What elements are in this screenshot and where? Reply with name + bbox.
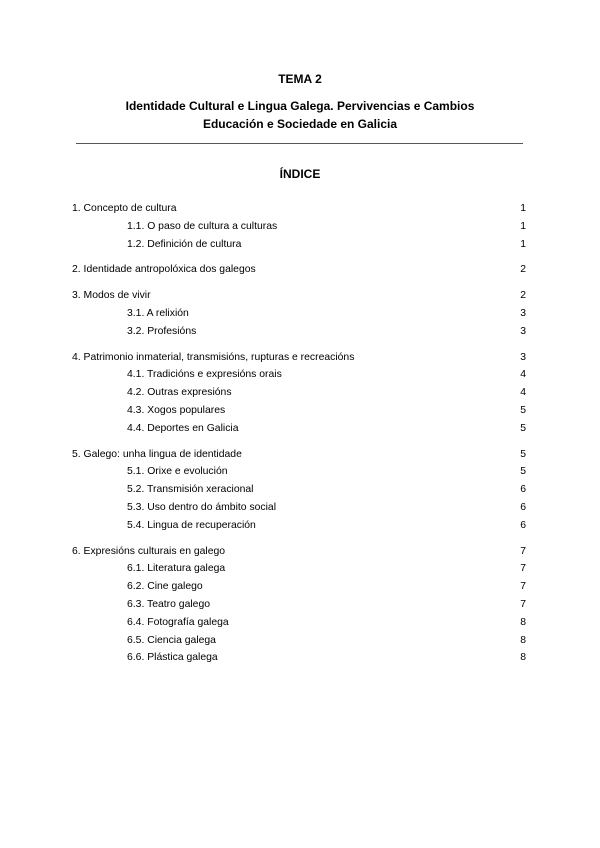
toc-page-number: 5	[520, 422, 526, 434]
toc-subsection-entry[interactable]	[72, 463, 526, 481]
toc-entry-label: 6.1. Literatura galega	[127, 563, 226, 575]
toc-page-number: 5	[520, 466, 526, 478]
toc-page-number: 7	[520, 581, 526, 593]
toc-page-number: 6	[520, 519, 526, 531]
toc-entry-label: 6.2. Cine galego	[127, 581, 203, 593]
toc-section-entry[interactable]	[72, 446, 526, 464]
toc-subsection-entry[interactable]	[72, 402, 526, 420]
toc-entry-label: 3.2. Profesións	[127, 325, 197, 337]
toc-entry-label: 5.1. Orixe e evolución	[127, 466, 228, 478]
toc-entry-label: 1.1. O paso de cultura a culturas	[127, 220, 278, 232]
toc-page-number: 3	[520, 325, 526, 337]
toc-entry-label: 1. Concepto de cultura	[72, 203, 177, 214]
document-title-line-2: Educación e Sociedade en Galicia	[202, 117, 398, 131]
toc-subsection-entry[interactable]	[72, 218, 526, 236]
toc-entry-label: 6.4. Fotografía galega	[127, 616, 229, 628]
toc-entry-label: 4.2. Outras expresións	[127, 387, 232, 399]
toc-subsection-entry[interactable]	[72, 649, 526, 667]
toc-page-number: 7	[520, 563, 526, 575]
toc-entry-label: 4.4. Deportes en Galicia	[127, 422, 239, 434]
toc-page-number: 1	[520, 220, 526, 232]
toc-subsection-entry[interactable]	[72, 481, 526, 499]
toc-page-number: 3	[520, 307, 526, 319]
document-title-line-1: Identidade Cultural e Lingua Galega. Pervivencias e Cambios	[125, 99, 475, 113]
toc-page-number: 2	[520, 290, 526, 302]
toc-subsection-entry[interactable]	[72, 420, 526, 438]
table-of-contents	[72, 200, 526, 667]
title-divider	[76, 143, 523, 144]
toc-subsection-entry[interactable]	[72, 305, 526, 323]
toc-entry-label: 4.1. Tradicións e expresións orais	[127, 369, 282, 381]
toc-entry-label: 2. Identidade antropolóxica dos galegos	[72, 264, 256, 276]
toc-subsection-entry[interactable]	[72, 632, 526, 650]
toc-entry-label: 5.3. Uso dentro do ámbito social	[127, 501, 277, 513]
toc-section-entry[interactable]	[72, 349, 526, 367]
toc-page-number: 8	[520, 616, 526, 628]
toc-page-number: 8	[520, 634, 526, 646]
toc-entry-label: 4. Patrimonio inmaterial, transmisións, rupturas e recreacións	[72, 351, 355, 363]
toc-entry-label: 6.5. Ciencia galega	[127, 634, 216, 646]
toc-page-number: 5	[520, 448, 526, 460]
toc-page-number: 7	[520, 598, 526, 610]
toc-entry-label: 5.4. Lingua de recuperación	[127, 519, 256, 531]
index-heading: ÍNDICE	[279, 167, 321, 181]
toc-subsection-entry[interactable]	[72, 517, 526, 535]
toc-entry-label: 3. Modos de vivir	[72, 290, 151, 302]
toc-entry-label: 6.3. Teatro galego	[127, 598, 210, 610]
toc-page-number: 1	[520, 238, 526, 250]
toc-subsection-entry[interactable]	[72, 614, 526, 632]
toc-subsection-entry[interactable]	[72, 323, 526, 341]
tema-heading: TEMA 2	[278, 72, 322, 86]
toc-page-number: 7	[520, 545, 526, 557]
toc-section-entry[interactable]	[72, 261, 526, 279]
toc-page-number: 8	[520, 652, 526, 664]
toc-page-number: 2	[520, 264, 526, 276]
toc-entry-label: 6. Expresións culturais en galego	[72, 545, 226, 557]
toc-subsection-entry[interactable]	[72, 596, 526, 614]
toc-page-number: 1	[520, 203, 526, 214]
toc-entry-label: 5. Galego: unha lingua de identidade	[72, 448, 242, 460]
toc-subsection-entry[interactable]	[72, 236, 526, 254]
toc-page-number: 3	[520, 351, 526, 363]
toc-page-number: 4	[520, 387, 526, 399]
toc-page-number: 6	[520, 484, 526, 496]
toc-subsection-entry[interactable]	[72, 560, 526, 578]
toc-page-number: 5	[520, 404, 526, 416]
toc-subsection-entry[interactable]	[72, 578, 526, 596]
toc-entry-label: 4.3. Xogos populares	[127, 404, 226, 416]
toc-page-number: 4	[520, 369, 526, 381]
toc-entry-label: 5.2. Transmisión xeracional	[127, 484, 254, 496]
toc-section-entry[interactable]	[72, 287, 526, 305]
toc-entry-label: 6.6. Plástica galega	[127, 652, 218, 664]
toc-subsection-entry[interactable]	[72, 384, 526, 402]
toc-section-entry[interactable]	[72, 543, 526, 561]
toc-subsection-entry[interactable]	[72, 366, 526, 384]
toc-section-entry[interactable]	[72, 200, 526, 218]
toc-page-number: 6	[520, 501, 526, 513]
toc-entry-label: 3.1. A relixión	[127, 307, 189, 319]
toc-entry-label: 1.2. Definición de cultura	[127, 238, 242, 250]
toc-subsection-entry[interactable]	[72, 499, 526, 517]
